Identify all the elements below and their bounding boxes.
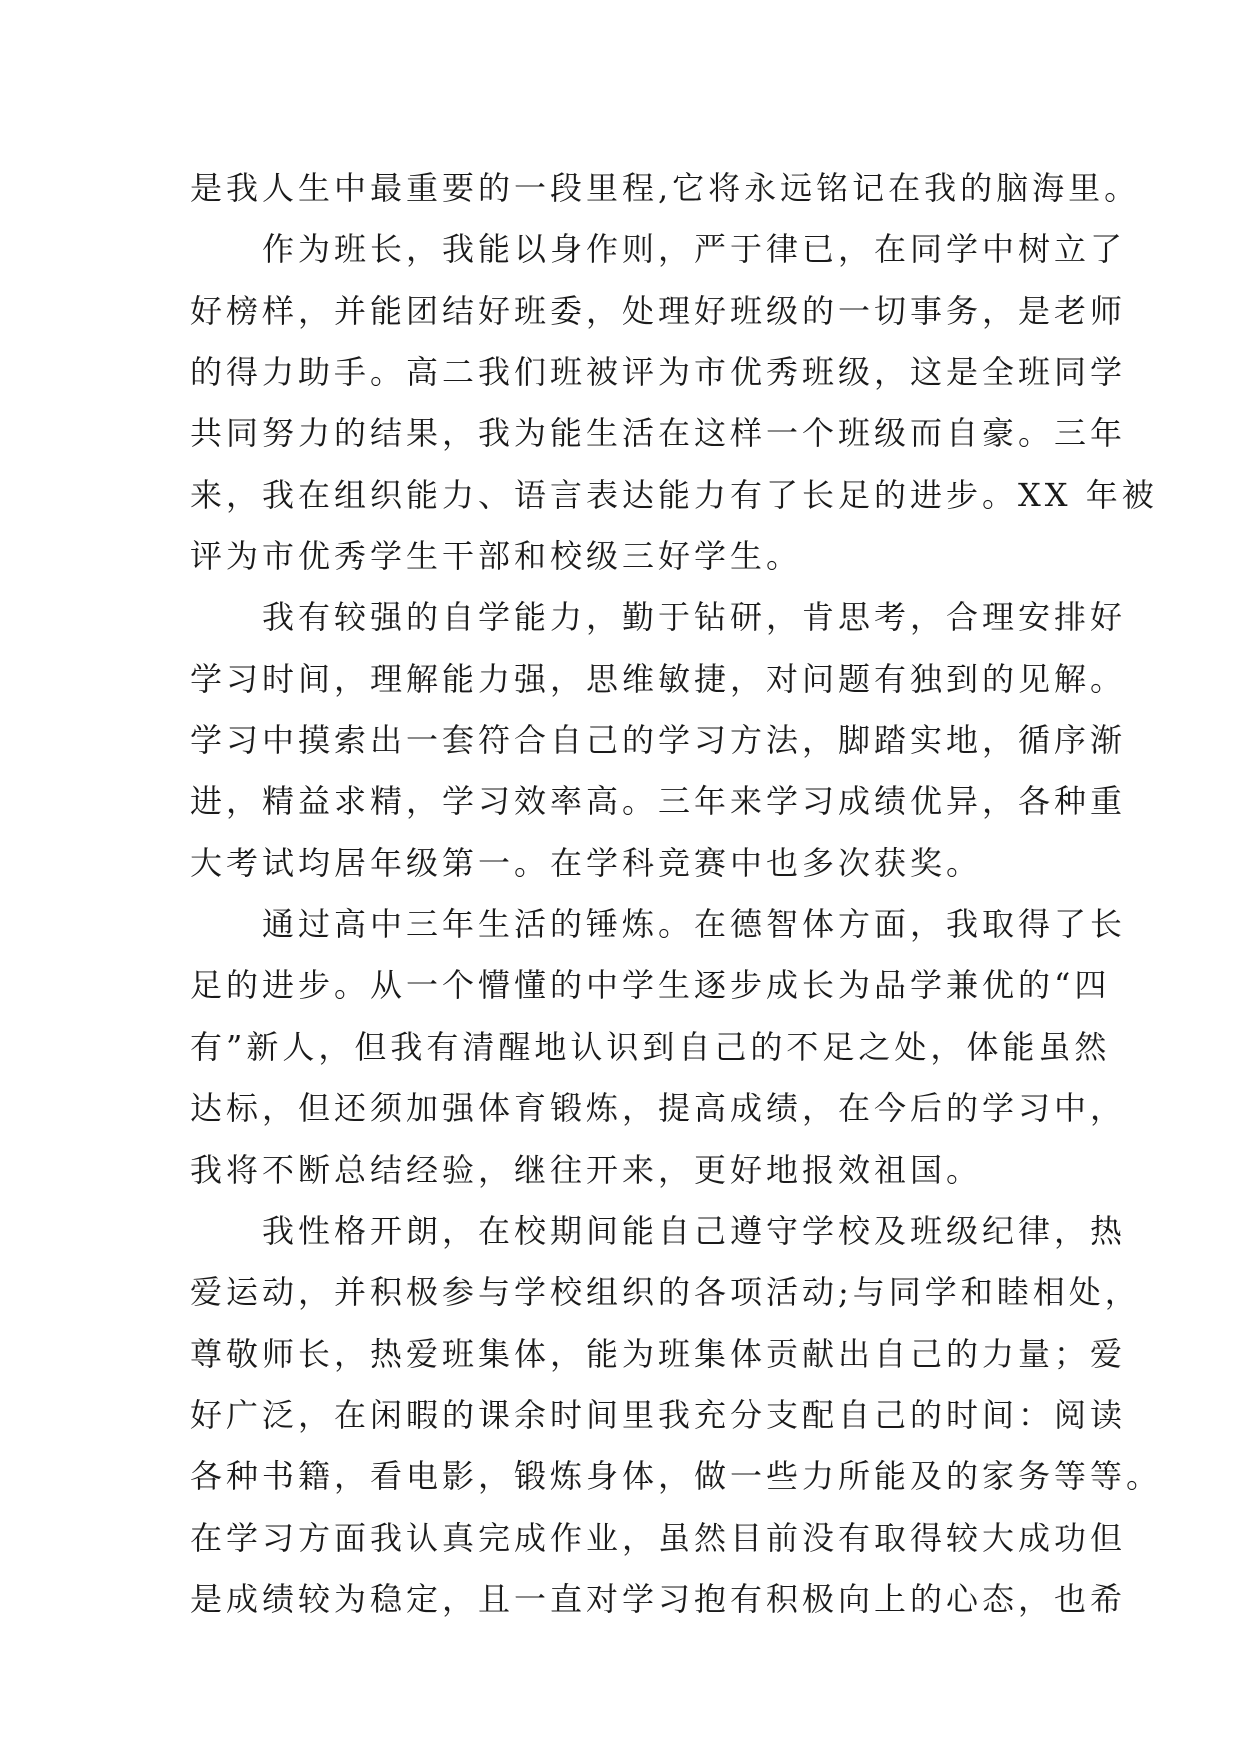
text-line: 达标，但还须加强体育锻炼，提高成绩，在今后的学习中， [190, 1089, 1127, 1128]
text-line: 各种书籍，看电影，锻炼身体，做一些力所能及的家务等等。 [190, 1457, 1163, 1496]
text-line: 是我人生中最重要的一段里程,它将永远铭记在我的脑海里。 [190, 169, 1141, 207]
text-line: 足的进步。从一个懵懂的中学生逐步成长为品学兼优的“四 [190, 966, 1111, 1005]
text-line: 评为市优秀学生干部和校级三好学生。 [190, 537, 803, 576]
text-line: 是成绩较为稳定，且一直对学习抱有积极向上的心态，也希 [190, 1579, 1127, 1618]
text-line: 学习中摸索出一套符合自己的学习方法，脚踏实地，循序渐 [190, 721, 1127, 760]
text-line: 尊敬师长，热爱班集体，能为班集体贡献出自己的力量；爱 [190, 1334, 1127, 1373]
text-line: 来，我在组织能力、语言表达能力有了长足的进步。XX 年被 [190, 475, 1158, 514]
text-line: 好榜样，并能团结好班委，处理好班级的一切事务，是老师 [190, 291, 1127, 330]
text-line: 在学习方面我认真完成作业，虽然目前没有取得较大成功但 [190, 1518, 1127, 1557]
text-line: 我将不断总结经验，继往开来，更好地报效祖国。 [190, 1150, 983, 1189]
text-line: 学习时间，理解能力强，思维敏捷，对问题有独到的见解。 [190, 659, 1127, 698]
text-line: 进，精益求精，学习效率高。三年来学习成绩优异，各种重 [190, 782, 1127, 821]
paragraph-start-line: 通过高中三年生活的锤炼。在德智体方面，我取得了长 [262, 905, 1127, 944]
text-line: 爱运动，并积极参与学校组织的各项活动;与同学和睦相处， [190, 1273, 1141, 1312]
text-line: 共同努力的结果，我为能生活在这样一个班级而自豪。三年 [190, 414, 1127, 453]
text-line: 大考试均居年级第一。在学科竞赛中也多次获奖。 [190, 843, 983, 882]
text-line: 有”新人，但我有清醒地认识到自己的不足之处，体能虽然 [190, 1027, 1111, 1066]
paragraph-start-line: 我性格开朗，在校期间能自己遵守学校及班级纪律，热 [262, 1211, 1127, 1250]
text-line: 的得力助手。高二我们班被评为市优秀班级，这是全班同学 [190, 353, 1127, 392]
paragraph-start-line: 我有较强的自学能力，勤于钻研，肯思考，合理安排好 [262, 598, 1127, 637]
text-line: 好广泛，在闲暇的课余时间里我充分支配自己的时间：阅读 [190, 1395, 1127, 1434]
paragraph-start-line: 作为班长，我能以身作则，严于律已，在同学中树立了 [262, 230, 1127, 269]
document-body [190, 158, 1163, 1630]
